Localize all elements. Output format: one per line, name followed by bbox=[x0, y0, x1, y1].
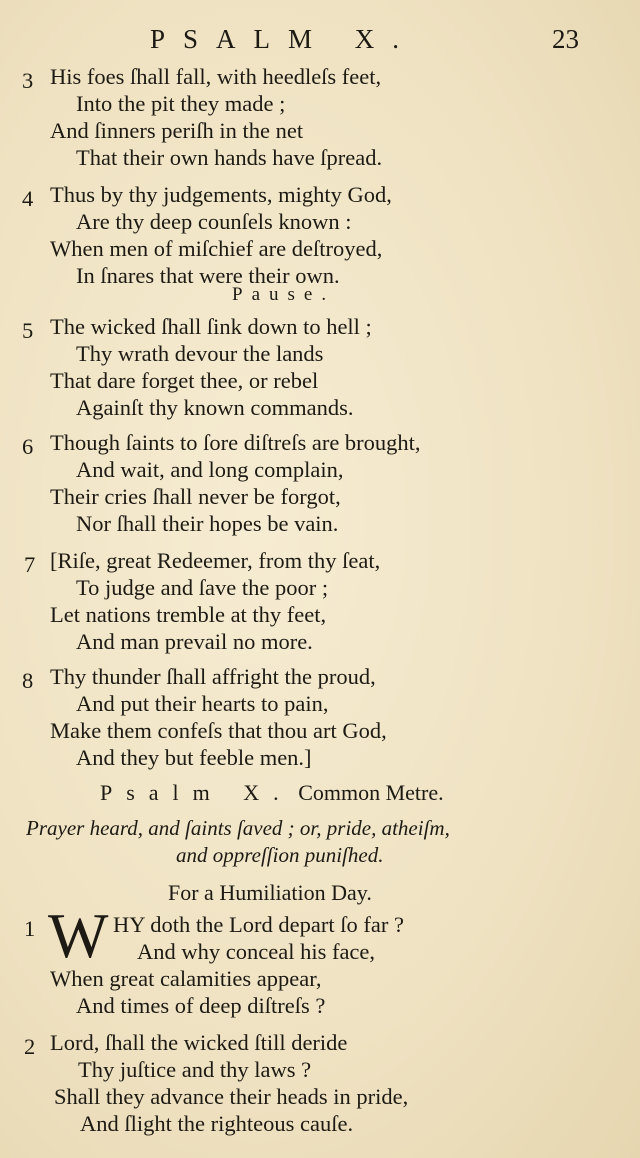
verse-line: And wait, and long complain, bbox=[76, 457, 344, 482]
verse-line: That their own hands have ſpread. bbox=[76, 145, 383, 170]
stanza-number: 8 bbox=[22, 668, 34, 693]
verse-line: Their cries ſhall never be forgot, bbox=[50, 484, 341, 509]
verse-line: Againſt thy known commands. bbox=[76, 395, 354, 420]
verse-line: When men of miſchief are deſtroyed, bbox=[50, 236, 383, 261]
verse-line: His foes ſhall fall, with heedleſs feet, bbox=[50, 64, 382, 89]
verse-line: Thy juſtice and thy laws ? bbox=[78, 1057, 312, 1082]
verse-line: To judge and ſave the poor ; bbox=[76, 575, 329, 600]
verse-line: In ſnares that were their own. bbox=[76, 263, 340, 288]
psalm-heading-title: Psalm X. bbox=[100, 780, 293, 805]
stanza-number: 3 bbox=[22, 68, 34, 93]
stanza-number: 5 bbox=[22, 318, 34, 343]
psalm-subtitle-line-1: Prayer heard, and ſaints ſaved ; or, pride, atheiſm, bbox=[26, 816, 450, 840]
verse-line: And ſinners periſh in the net bbox=[50, 118, 304, 143]
verse-line: Make them confeſs that thou art God, bbox=[50, 718, 387, 743]
verse-line: HY doth the Lord depart ſo far ? bbox=[113, 912, 404, 937]
verse-line: And why conceal his face, bbox=[137, 939, 376, 964]
page-number: 23 bbox=[552, 24, 579, 54]
verse-line: And times of deep diſtreſs ? bbox=[76, 993, 326, 1018]
verse-line: And put their hearts to pain, bbox=[76, 691, 329, 716]
verse-line: Though ſaints to ſore diſtreſs are brought, bbox=[50, 430, 421, 455]
psalm-heading bbox=[100, 780, 444, 806]
verse-line: Into the pit they made ; bbox=[76, 91, 286, 116]
verse-line: Nor ſhall their hopes be vain. bbox=[76, 511, 339, 536]
pause-heading: Pause. bbox=[232, 284, 336, 305]
drop-cap: W bbox=[48, 900, 109, 971]
verse-line: Let nations tremble at thy feet, bbox=[50, 602, 327, 627]
verse-line: And ſlight the righteous cauſe. bbox=[80, 1111, 354, 1136]
stanza-number: 2 bbox=[24, 1034, 36, 1059]
verse-line: When great calamities appear, bbox=[50, 966, 322, 991]
verse-line: Shall they advance their heads in pride, bbox=[54, 1084, 409, 1109]
verse-line: [Riſe, great Redeemer, from thy ſeat, bbox=[50, 548, 381, 573]
psalm-subtitle-line-2: and oppreſſion puniſhed. bbox=[176, 843, 384, 867]
verse-line: And man prevail no more. bbox=[76, 629, 313, 654]
verse-line: Thus by thy judgements, mighty God, bbox=[50, 182, 392, 207]
stanza-number: 7 bbox=[24, 552, 36, 577]
verse-line: Are thy deep counſels known : bbox=[76, 209, 352, 234]
verse-line: The wicked ſhall ſink down to hell ; bbox=[50, 314, 372, 339]
stanza-number: 6 bbox=[22, 434, 34, 459]
running-header bbox=[0, 24, 640, 60]
verse-line: That dare forget thee, or rebel bbox=[50, 368, 319, 393]
stanza-number: 1 bbox=[24, 916, 36, 941]
psalm-heading-metre: Common Metre. bbox=[298, 780, 444, 805]
verse-line: And they but feeble men.] bbox=[76, 745, 312, 770]
stanza-number: 4 bbox=[22, 186, 34, 211]
verse-line: Thy thunder ſhall affright the proud, bbox=[50, 664, 376, 689]
running-title: PSALM X. bbox=[150, 24, 418, 54]
verse-line: Lord, ſhall the wicked ſtill deride bbox=[50, 1030, 348, 1055]
verse-line: Thy wrath devour the lands bbox=[76, 341, 324, 366]
occasion-heading: For a Humiliation Day. bbox=[168, 880, 372, 905]
